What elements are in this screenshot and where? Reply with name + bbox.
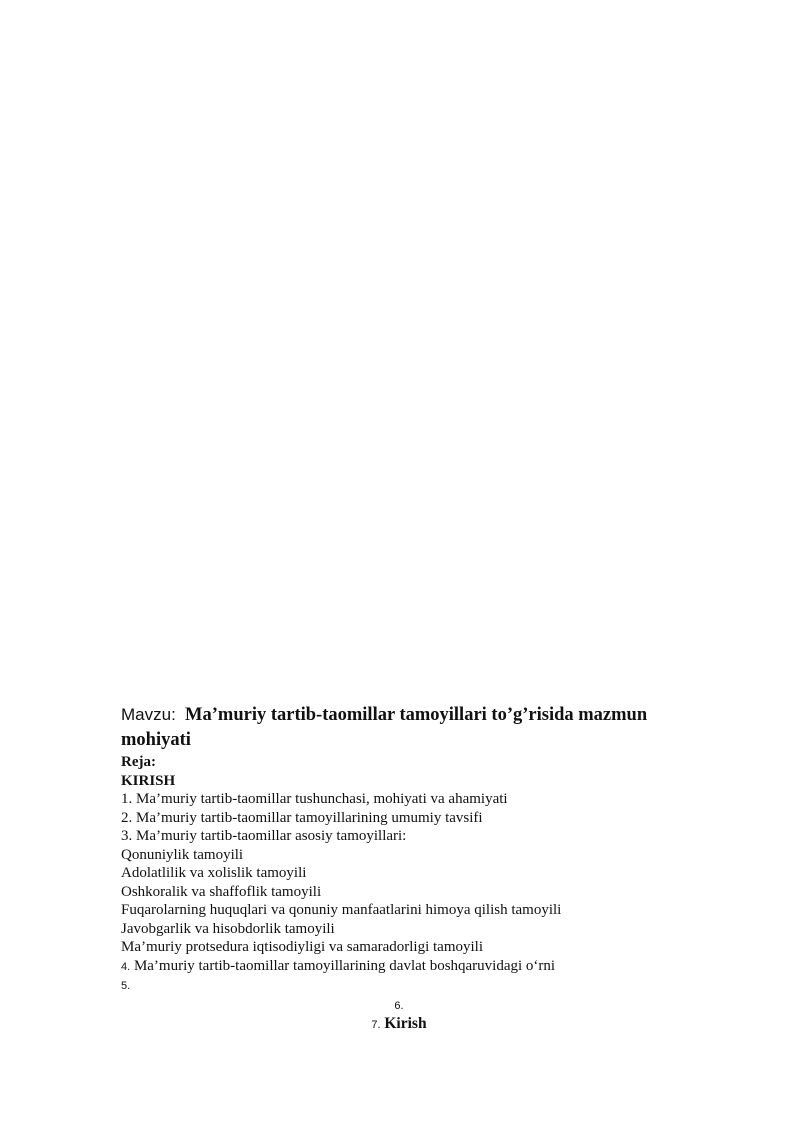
title-text: Ma’muriy tartib-taomillar tamoyillari to’g’risida mazmun mohiyati bbox=[121, 705, 648, 750]
document-title bbox=[121, 702, 701, 753]
plan-item: 1. Ma’muriy tartib-taomillar tushunchasi, mohiyati va ahamiyati bbox=[121, 791, 508, 807]
intro-heading: KIRISH bbox=[121, 772, 176, 789]
plan-item: Ma’muriy protsedura iqtisodiyligi va samaradorligi tamoyili bbox=[121, 939, 484, 955]
plan-item: Javobgarlik va hisobdorlik tamoyili bbox=[121, 920, 335, 937]
plan-item-4 bbox=[121, 957, 701, 977]
plan-item: 3. Ma’muriy tartib-taomillar asosiy tamoyillari: bbox=[121, 828, 407, 844]
plan-item: Qonuniylik tamoyili bbox=[121, 846, 244, 863]
item-text: Ma’muriy tartib-taomillar tamoyillarining davlat boshqaruvidagi o‘rni bbox=[133, 957, 556, 974]
item-number: 6. bbox=[394, 999, 404, 1012]
plan-item-7 bbox=[121, 1015, 677, 1035]
plan-item: Oshkoralik va shaffoflik tamoyili bbox=[121, 883, 322, 900]
section-heading-kirish: Kirish bbox=[384, 1015, 427, 1032]
plan-heading: Reja: bbox=[121, 754, 156, 770]
plan-item: 2. Ma’muriy tartib-taomillar tamoyillarining umumiy tavsifi bbox=[121, 809, 483, 826]
plan-item-5 bbox=[121, 976, 701, 996]
plan-item: Fuqarolarning huquqlari va qonuniy manfaatlarini himoya qilish tamoyili bbox=[121, 902, 562, 918]
document-body bbox=[121, 702, 701, 1035]
item-number: 5. bbox=[121, 980, 131, 992]
plan-item-6 bbox=[121, 996, 677, 1016]
item-number: 7. bbox=[371, 1019, 381, 1031]
plan-item: Adolatlilik va xolislik tamoyili bbox=[121, 865, 307, 881]
title-label: Mavzu: bbox=[121, 705, 176, 724]
item-number: 4. bbox=[121, 960, 131, 973]
